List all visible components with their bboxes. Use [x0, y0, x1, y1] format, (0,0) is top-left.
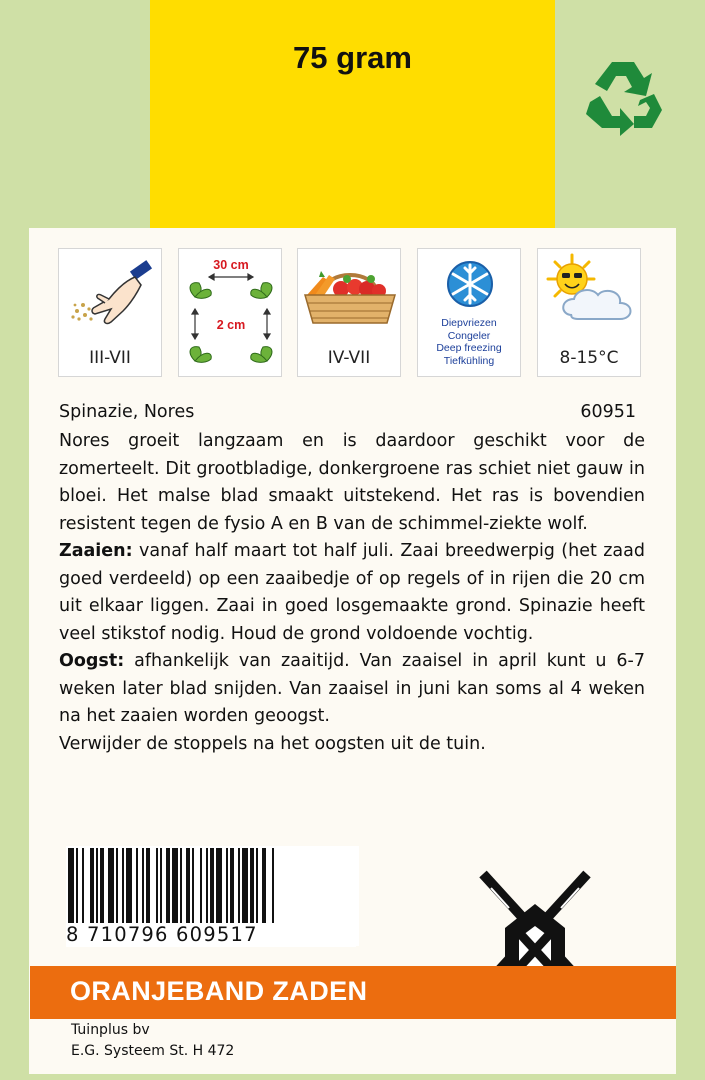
closing-text: Verwijder de stoppels na het oogsten uit de tuin.: [59, 733, 486, 754]
footer-system: E.G. Systeem St. H 472: [71, 1043, 235, 1059]
sowing-paragraph: [59, 538, 645, 648]
freezing-label-fr: Congeler: [447, 329, 491, 342]
freezing-label-de: Tiefkühling: [443, 354, 495, 367]
brand-band: [30, 966, 676, 1019]
temperature-label: 8-15°C: [559, 348, 619, 368]
freezing-labels: [418, 317, 520, 367]
barcode-number: 8 710796 609517: [66, 923, 356, 947]
snowflake-icon: [445, 259, 495, 309]
harvest-basket-icon: [301, 263, 399, 329]
sowing-period-box: [58, 248, 162, 377]
harvest-text: afhankelijk van zaaitijd. Van zaaisel in april kunt u 6-7 weken later blad snijden. Van zaaisel in juni kan soms al 4 weken na het zaaien worden geoogst.: [59, 651, 645, 726]
freezing-box: [417, 248, 521, 377]
spacing-box: [178, 248, 282, 377]
weight-tab: [150, 0, 555, 232]
row-spacing-text: 30 cm: [213, 258, 249, 272]
freezing-label-en: Deep freezing: [436, 342, 502, 354]
freezing-label-nl: Diepvriezen: [441, 317, 497, 329]
spacing-diagram-icon: [181, 253, 281, 373]
brand-name: ORANJEBAND ZADEN: [70, 976, 368, 1006]
footer-company: Tuinplus bv: [71, 1022, 150, 1038]
sowing-text: vanaf half maart tot half juli. Zaai breedwerpig (het zaad goed verdeeld) op een zaaibedje of op regels of in rijen die 20 cm uit elkaar liggen. Zaai in goed losgemaakte grond. Spinazie heeft veel stikstof nodig. Houd de grond voldoende vochtig.: [59, 541, 645, 644]
plant-spacing-text: 2 cm: [216, 318, 246, 332]
harvest-paragraph: [59, 648, 645, 731]
sun-cloud-icon: [542, 253, 638, 325]
harvest-heading: Oogst:: [59, 651, 125, 671]
recycle-icon: [582, 58, 664, 136]
product-description: [59, 428, 645, 758]
sowing-heading: Zaaien:: [59, 541, 133, 561]
footer: [71, 1020, 234, 1062]
harvest-period-label: IV-VII: [327, 348, 371, 368]
sowing-hand-icon: [65, 259, 157, 329]
temperature-box: [537, 248, 641, 377]
description-text: Nores groeit langzaam en is daardoor geschikt voor de zomerteelt. Dit grootbladige, donkergroene ras schiet niet gauw in bloei. Het malse blad smaakt uitstekend. Het ras is bovendien resistent tegen de fysio A en B van de schimmel-ziekte wolf.: [59, 431, 645, 534]
info-panel: [29, 228, 676, 1074]
sowing-period-label: III-VII: [89, 348, 131, 368]
weight-label: 75 gram: [293, 40, 412, 75]
product-name: Spinazie, Nores: [59, 402, 195, 422]
product-heading: [59, 402, 636, 422]
harvest-period-box: [297, 248, 401, 377]
product-code: 60951: [580, 402, 636, 422]
